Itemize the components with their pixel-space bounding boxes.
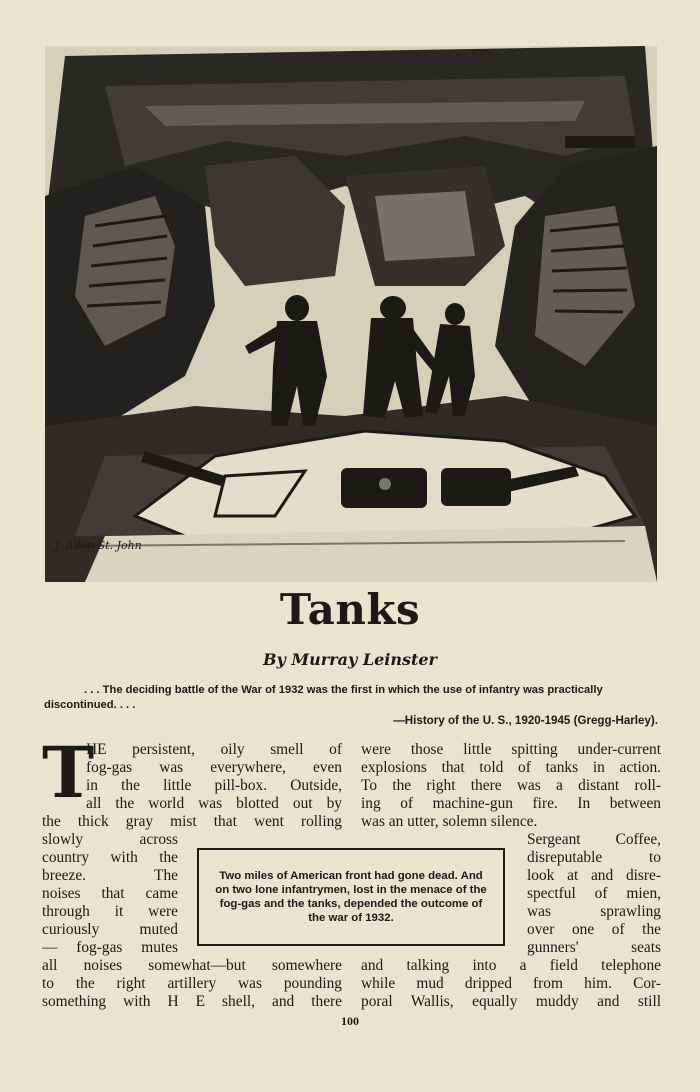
body-line: in the little pill-box. Outside, [86,777,342,794]
body-line: was sprawling [527,903,661,920]
body-line: while mud dripped from him. Cor- [361,975,661,992]
body-line: something with H E shell, and there [42,993,342,1010]
body-line: poral Wallis, equally muddy and still [361,993,661,1010]
illustration [45,46,657,582]
body-line: fog-gas was everywhere, even [86,759,342,776]
body-line: disreputable to [527,849,661,866]
epigraph-attribution: —History of the U. S., 1920-1945 (Gregg-Harley). [393,714,658,727]
body-line: curiously muted [42,921,178,938]
body-line: all the world was blotted out by [86,795,342,812]
body-line: ing of machine-gun fire. In between [361,795,661,812]
body-line: spectful of mien, [527,885,661,902]
story-byline: By Murray Leinster [263,650,437,669]
body-line: slowly across [42,831,178,848]
body-line: and talking into a field telephone [361,957,661,974]
body-line: over one of the [527,921,661,938]
body-line: to the right artillery was pounding [42,975,342,992]
body-line: HE persistent, oily smell of [86,741,342,758]
body-line: — fog-gas mutes [42,939,178,956]
page-number: 100 [341,1014,359,1028]
body-line: Sergeant Coffee, [527,831,661,848]
body-line: look at and disre- [527,867,661,884]
epigraph [44,683,660,728]
drop-cap: T [42,731,95,814]
story-title: Tanks [279,585,421,634]
body-line: were those little spitting under-current [361,741,661,758]
body-line: all noises somewhat—but somewhere [42,957,342,974]
body-line: noises that came [42,885,178,902]
epigraph-quote: . . . The deciding battle of the War of 1932 was the first in which the use of infantry was practically discontinued. . . . [44,684,603,711]
body-line: explosions that told of tanks in action. [361,759,661,776]
pull-quote-box [197,848,505,946]
body-line: gunners' seats [527,939,661,956]
tank-battle-illustration [45,46,657,582]
body-line: was an utter, solemn silence. [361,813,538,830]
body-line: To the right there was a distant roll- [361,777,661,794]
body-line: country with the [42,849,178,866]
illustration-signature: J. Allen St. John [55,539,142,552]
body-line: the thick gray mist that went rolling [42,813,342,830]
body-line: through it were [42,903,178,920]
pull-quote-text: Two miles of American front had gone dead. And on two lone infantrymen, lost in the menace of the fog-gas and the tanks, depended the outcome of the war of 1932. [215,870,487,924]
body-line: breeze. The [42,867,178,884]
